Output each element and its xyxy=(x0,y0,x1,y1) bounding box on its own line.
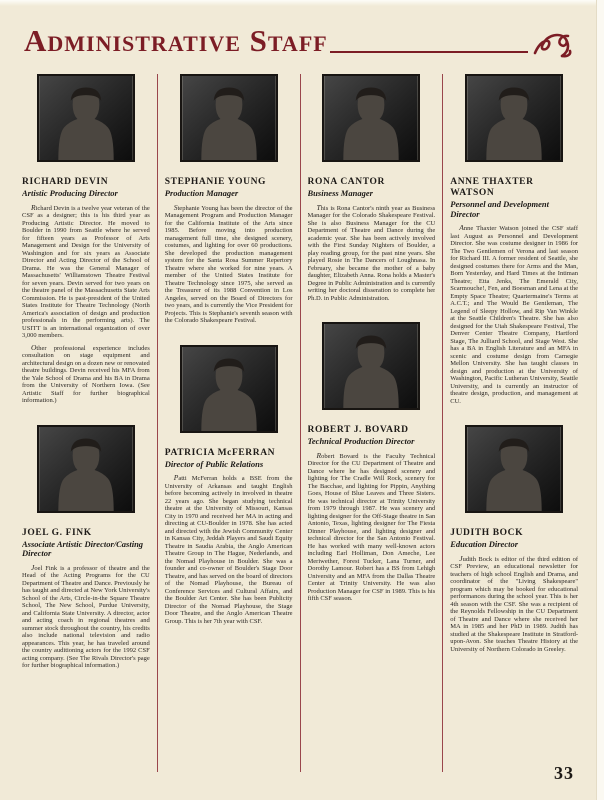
staff-entry-anne-thaxter-watson xyxy=(450,74,578,405)
staff-name: ANNE THAXTER WATSON xyxy=(450,177,534,198)
page-header xyxy=(24,24,574,58)
column-divider xyxy=(300,74,301,772)
staff-title: Production Manager xyxy=(164,188,239,198)
column-4 xyxy=(450,72,578,772)
staff-title: Artistic Producing Director xyxy=(22,188,118,198)
staff-bio-paragraph: Other professional experience includes consultation on stage equipment and architectural design on a dozen new or renovated theatre buildings. Devin received his MFA from the Yale School of Drama and his BA in Drama from the University of Northern Iowa. (See Artistic Staff for further biographical information.) xyxy=(22,342,150,404)
staff-bio-paragraph: Patti McFerran holds a BSE from the University of Arkansas and taught English before becoming actively in involved in theatre 22 years ago. She began studying technical theatre at the University of Missouri, Kansas City in 1970 and received her MA in acting and directing at CU-Boulder in 1978. She has acted and directed with the Jewish Community Center in Kansas City, Jeddah Players and Saudi Equity Theatre in Saudia Arabia, the Anglo American Theatre Group in The Hague, Nederlands, and the Nomad Playhouse in Boulder. She was a founder and co-owner of Boulder's Stage Door Theatre, and has served on the board of directors of the Nomad Playhouse, the Bureau of Conference Services and Cultural Affairs, and the Boulder Art Center. She has been Publicity Director of the Nomad Playhouse, the Stage Door Theatre, and the Anglo American Theatre Group. This is her 7th year with CSF. xyxy=(164,473,293,625)
staff-title: Personnel and Development Director xyxy=(450,199,549,219)
staff-bio-paragraph: This is Rona Cantor's ninth year as Business Manager for the Colorado Shakespeare Festival. She is also Business Manager for the CU Department of Theatre and Dance during the academic year. She has been actively involved with the First Sunday Nighters of Boulder, a play reading group, for the past nine years. She played Rosie in The Dancers of Loughnasa. In February, she became the mother of a baby daughter, Elizabeth Anna. Rona holds a Master's Degree in Public Administration and is currently writing her doctoral disseration to complete her Ph.D. in Public Administration. xyxy=(307,202,436,302)
staff-entry-rona-cantor xyxy=(308,74,436,302)
staff-name: JOEL G. FINK xyxy=(22,527,92,538)
staff-bio-paragraph: Robert Bovard is the Faculty Technical Director for the CU Department of Theatre and Dance where he has designed scenery and lighting for The Cradle Will Rock, scenery for The Bacchae, and lighting for Pippin, Anything Goes, House of Blue Leaves and Three Sisters. He was technical director at Trinity University from 1979 through 1987. He was scenery and lighting designer for the Off-Stage theatre in San Antonio, Texas, lighting designer for The Fiesta Dinner Playhouse, and lighting designer and technical director for the San Antonio Festival. He has worked with many well-known actors including Earl Holliman, Don Ameche, Lee Meriwether, Forest Tucker, Lana Turner, and Dorothy Lamour. Robert has a BS from Lehigh University and an MFA from the Dallas Theatre Center at Trinity University. He was also Production Manager for CSF in 1989. This is his fifth CSF season. xyxy=(307,450,436,602)
portrait-photo-anne-thaxter-watson xyxy=(465,74,563,162)
staff-title: Education Director xyxy=(450,539,519,549)
staff-entry-judith-bock xyxy=(450,425,578,653)
staff-bio-paragraph: Richard Devin is a twelve year veteran of the CSF as a designer; this is his third year as Producing Artistic Director. He moved to Boulder in 1990 from Seattle where he served for fifteen years as Professor of Arts Management and Design for the University of Washington and for six years as Associate Director and Acting Director of the School of Drama. He was the General Manager of Massachusetts' Williamstown Theatre Festival for seven years. Devin served for two years on the theatre panel of the Massachusetts State Arts Commission. He is past-president of the United States Institute for Theatre Technology (North America's association of design and production professionals in the performing arts). The USITT is an international organization of over 3,000 members. xyxy=(22,202,150,339)
staff-title: Business Manager xyxy=(307,188,373,198)
staff-entry-robert-bovard xyxy=(308,322,436,603)
portrait-photo-robert-bovard xyxy=(322,322,420,410)
portrait-photo-judith-bock xyxy=(465,425,563,513)
column-2 xyxy=(165,72,293,772)
staff-entry-joel-fink xyxy=(22,425,150,670)
staff-bio-paragraph: Judith Bock is editor of the third edition of CSF Preview, an educational newsletter for teachers of high school English and Drama, and coordinator of the "Living Shakespeare" program which may be booked for educational performances during the school year. This is her 4th season with the CSF. She was a recipient of the Reynolds Fellowship in the CU Department of Theatre and Dance where she received her MA in 1985 and her PhD in 1989. Judith has studied at the Shakespeare Institute in Stratford-upon-Avon. She teaches Theatre History at the University of Northern Colorado in Greeley. xyxy=(450,553,578,653)
scan-edge-margin xyxy=(596,0,604,800)
staff-bio-paragraph: Stephanie Young has been the director of the Management Program and Production Manager for the California Institute of the Arts since 1985. Before moving into production management full time, she designed scenery, costumes, and lighting for over 60 productions. She developed the production management system for the Santa Rosa Summer Repertory Theatre where she worked for nine years. A member of the United States Institute for Theatre Technology since 1975, she served as the Treasurer of its 1988 Convention in Los Angeles, served on the Board of Directors for two years, and is currently the Vice President for Projects. This is Stephanie's seventh season with the Colorado Shakespeare Festival. xyxy=(164,202,293,324)
column-1 xyxy=(22,72,150,772)
column-3 xyxy=(308,72,436,772)
staff-bio-paragraph: Joel Fink is a professor of theatre and the Head of the Acting Programs for the CU Department of Theatre and Dance. Previously he has taught and directed at New York University's School of the Arts, Circle-in-the Square Theatre School, The New School, Purdue University, and California State University. A director, actor and acting coach in regional theatres and summer stock throughout the country, his credits also include national television and radio appearances. This year, he has traveled around the country auditioning actors for the 1992 CSF acting company. (See The Rivals Director's page for further biographical information.) xyxy=(22,562,150,669)
page-title: Administrative Staff xyxy=(24,23,328,58)
staff-name: PATRICIA McFERRAN xyxy=(164,447,276,458)
portrait-photo-stephanie-young xyxy=(180,74,278,162)
page-number: 33 xyxy=(554,763,574,783)
staff-title: Technical Production Director xyxy=(307,436,415,446)
portrait-photo-richard-devin xyxy=(37,74,135,162)
flourish-ornament xyxy=(532,30,574,60)
staff-name: RICHARD DEVIN xyxy=(22,177,109,187)
staff-columns xyxy=(22,72,578,772)
staff-name: RONA CANTOR xyxy=(307,177,385,187)
staff-title: Associate Artistic Director/Casting Director xyxy=(22,538,144,558)
staff-name: JUDITH BOCK xyxy=(450,528,524,538)
header-rule xyxy=(330,51,528,53)
staff-entry-patricia-mcferran xyxy=(165,345,293,626)
column-divider xyxy=(157,74,158,772)
portrait-photo-rona-cantor xyxy=(322,74,420,162)
staff-entry-richard-devin xyxy=(22,74,150,405)
staff-entry-stephanie-young xyxy=(165,74,293,325)
staff-name: STEPHANIE YOUNG xyxy=(164,177,267,187)
scan-edge-highlight xyxy=(0,0,604,6)
staff-title: Director of Public Relations xyxy=(164,458,264,469)
column-divider xyxy=(442,74,443,772)
staff-name: ROBERT J. BOVARD xyxy=(307,425,409,435)
staff-bio-paragraph: Anne Thaxter Watson joined the CSF staff last August as Personnel and Development Director. She was costume designer in 1986 for The Two Gentlemen of Verona and last season for Richard III. A former resident of Seattle, she designed costumes there for Arms and the Man, Born Yesterday, and Hard Times at the Intiman Theatre; Etta Jenks, The Emerald City, Scarmouche!, Fen, and Boesman and Lena at the Empty Space Theatre; Quartermaine's Terms at A.C.T.; and The Would Be Gentleman, The Legend of Sleepy Hollow, and Rip Van Winkle at the Seattle Children's Theatre. She has also designed for the Utah Shakespeare Festival, The Denver Center Theatre Company, Hartford Stage, The Julliard School, and Stage West. She has a BA in English Literature and an MFA in scenic and costume design from Carnegie Mellon University. She has taught classes in design and production at the University of Washington, Pacific Lutheran University, Seattle University, and is currently an instructor of theatre design, production, and management at CU. xyxy=(450,223,578,405)
portrait-photo-patricia-mcferran xyxy=(180,345,278,433)
portrait-photo-joel-fink xyxy=(37,425,135,513)
